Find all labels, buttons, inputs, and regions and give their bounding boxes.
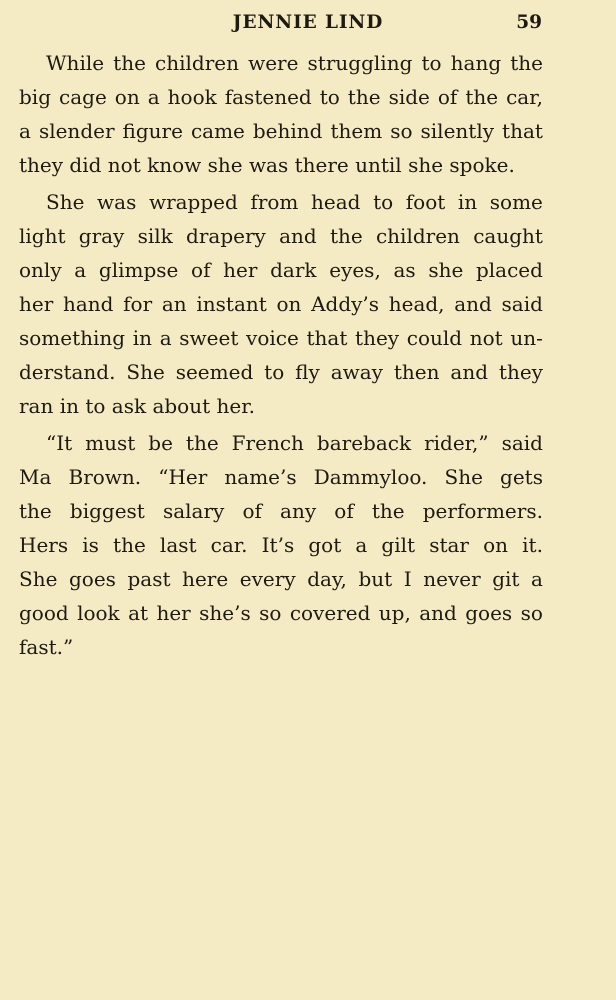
text-line: good look at her she’s so covered up, and goes so: [19, 601, 543, 625]
paragraph: [19, 46, 543, 182]
text-line: the biggest salary of any of the performers.: [19, 499, 543, 523]
text-line: Ma Brown. “Her name’s Dammyloo. She gets: [19, 465, 543, 489]
text-line: “It must be the French bareback rider,” said: [46, 431, 543, 455]
body-text: [19, 46, 543, 667]
page-number: 59: [516, 12, 542, 33]
paragraph: [19, 185, 543, 423]
text-line: She was wrapped from head to foot in some: [46, 190, 543, 214]
text-line: a slender figure came behind them so silently that: [19, 119, 543, 143]
text-line: her hand for an instant on Addy’s head, and said: [19, 292, 543, 316]
text-line: light gray silk drapery and the children caught: [19, 224, 543, 248]
text-line: only a glimpse of her dark eyes, as she placed: [19, 258, 543, 282]
text-line: She goes past here every day, but I never git a: [19, 567, 543, 591]
text-line: something in a sweet voice that they could not un-: [19, 326, 543, 350]
text-line: ran in to ask about her.: [19, 394, 255, 418]
paragraph: [19, 426, 543, 664]
running-title: JENNIE LIND: [232, 12, 384, 33]
text-line: Hers is the last car. It’s got a gilt star on it.: [19, 533, 543, 557]
text-line: While the children were struggling to hang the: [46, 51, 543, 75]
page-header: [0, 12, 616, 38]
text-line: big cage on a hook fastened to the side of the car,: [19, 85, 543, 109]
text-line: fast.”: [19, 635, 74, 659]
text-line: derstand. She seemed to fly away then and they: [19, 360, 543, 384]
text-line: they did not know she was there until she spoke.: [19, 153, 515, 177]
